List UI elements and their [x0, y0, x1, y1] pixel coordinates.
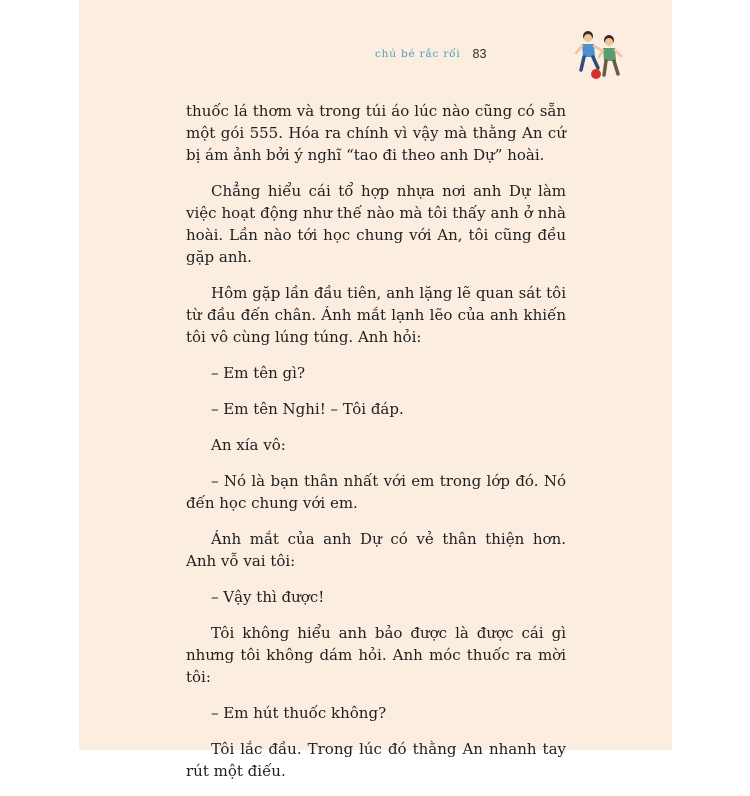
page-number: 83 — [472, 47, 487, 61]
paragraph: Hôm gặp lần đầu tiên, anh lặng lẽ quan sát tôi từ đầu đến chân. Ánh mắt lạnh lẽo của anh khiến tôi vô cùng lúng túng. Anh hỏi: — [186, 284, 566, 346]
paragraph: Tôi lắc đầu. Trong lúc đó thằng An nhanh tay rút một điếu. — [186, 740, 566, 780]
running-title: chú bé rắc rối — [375, 48, 461, 60]
two-boys-playing-ball-icon — [574, 26, 624, 82]
dialogue-line: – Em tên Nghi! – Tôi đáp. — [211, 400, 404, 418]
dialogue-line: – Em hút thuốc không? — [211, 704, 387, 722]
paragraph: Tôi không hiểu anh bảo được là được cái gì nhưng tôi không dám hỏi. Anh móc thuốc ra mời tôi: — [186, 624, 566, 686]
body-text — [186, 100, 566, 796]
dialogue-line: – Nó là bạn thân nhất với em trong lớp đó. Nó đến học chung với em. — [186, 472, 566, 512]
paragraph: An xía vô: — [211, 436, 286, 454]
page-header — [375, 44, 486, 64]
dialogue-line: – Em tên gì? — [211, 364, 305, 382]
paragraph: Chẳng hiểu cái tổ hợp nhựa nơi anh Dự làm việc hoạt động như thế nào mà tôi thấy anh ở nhà hoài. Lần nào tới học chung với An, tôi cũng đều gặp anh. — [186, 182, 566, 266]
paragraph: thuốc lá thơm và trong túi áo lúc nào cũng có sẵn một gói 555. Hóa ra chính vì vậy mà thằng An cứ bị ám ảnh bởi ý nghĩ “tao đi theo anh Dự” hoài. — [186, 102, 566, 164]
paragraph: Ánh mắt của anh Dự có vẻ thân thiện hơn. Anh vỗ vai tôi: — [186, 530, 566, 570]
dialogue-line: – Vậy thì được! — [211, 588, 325, 606]
